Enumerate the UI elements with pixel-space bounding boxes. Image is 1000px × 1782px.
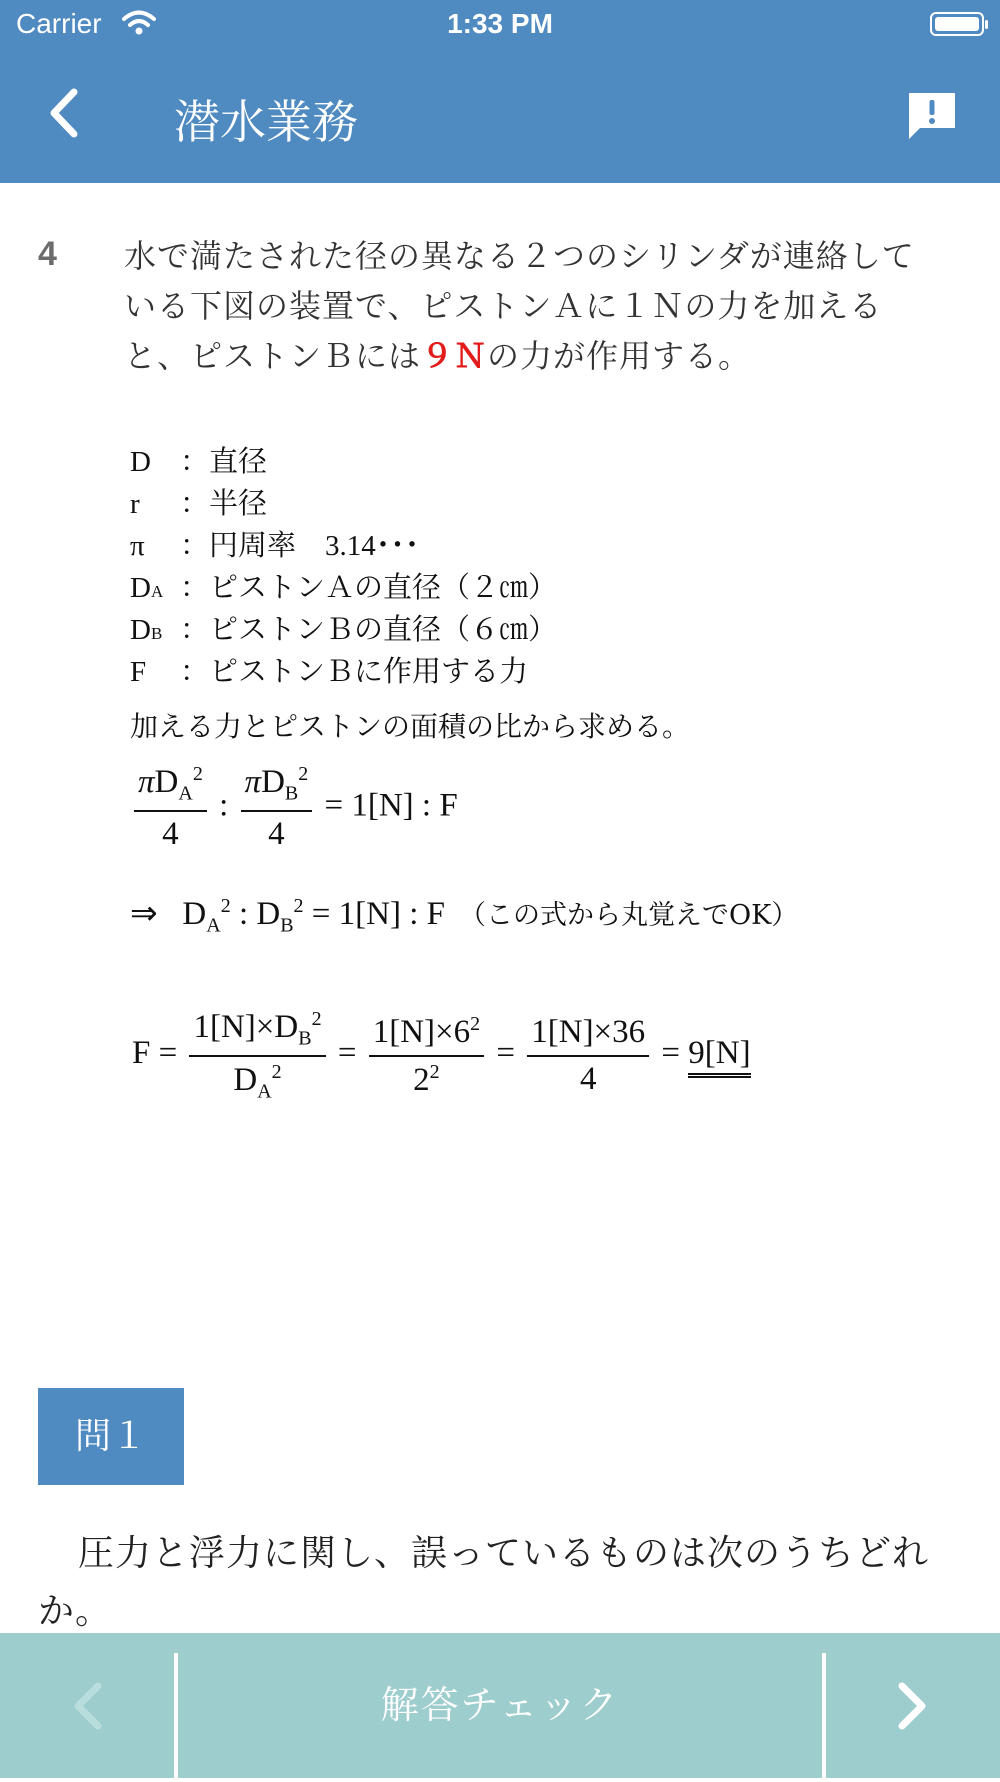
definition-row: DB ： ピストンＢの直径（６㎝） (130, 614, 558, 646)
definition-row: F ： ピストンＢに作用する力 (130, 656, 529, 688)
chevron-left-icon (0, 1633, 174, 1778)
question-number: 4 (38, 235, 57, 273)
question-text (124, 231, 944, 381)
status-time: 1:33 PM (447, 8, 553, 39)
figure-note: 加える力とピストンの面積の比から求める。 (130, 712, 691, 743)
definitions-list (130, 443, 557, 695)
definition-row: D ： 直径 (130, 446, 268, 478)
answer-highlight: ９Ｎ (421, 337, 488, 375)
question-text-before: 水で満たされた径の異なる２つのシリンダが連絡している下図の装置で、ピストンＡに１Ｎの力を加えると、ピストンＢには (124, 237, 915, 375)
carrier-label: Carrier (16, 8, 102, 39)
question-text-after: の力が作用する。 (487, 337, 752, 375)
chevron-right-icon (826, 1633, 1000, 1778)
question-badge: 問１ (38, 1388, 184, 1485)
top-bar (0, 0, 1000, 183)
page-title: 潜水業務 (174, 95, 358, 149)
definition-row: r ： 半径 (130, 488, 268, 520)
chevron-left-icon (42, 88, 92, 138)
status-bar (0, 0, 1000, 50)
equation-ratio: $\frac{\pi D_A^2}{4}$ : $\frac{\pi D_B^2}{4}$ = 1[N] : F (130, 763, 458, 853)
definition-row: π ： 円周率 3.14･･･ (130, 530, 420, 562)
nav-bar (0, 50, 1000, 183)
question-1-text: 圧力と浮力に関し、誤っているものは次のうちどれか。 (38, 1533, 930, 1632)
bottom-toolbar (0, 1633, 1000, 1778)
battery-icon (930, 12, 984, 36)
equation-simplified: ⇒ $D_A^2$ : $D_B^2 = 1[N]$ : F （この式から丸覚えでOK） (130, 895, 799, 937)
equation-note: （この式から丸覚えでOK） (458, 900, 799, 931)
report-button[interactable] (906, 90, 958, 142)
prev-button[interactable] (0, 1633, 174, 1778)
report-icon (906, 90, 958, 142)
answer-check-button[interactable]: 解答チェック (380, 1683, 620, 1727)
explanation-figure (130, 443, 799, 1103)
definition-row: DA ： ピストンＡの直径（２㎝） (130, 572, 558, 604)
back-button[interactable] (42, 88, 92, 138)
content-area[interactable] (0, 183, 1000, 1633)
equation-solution: F = $\frac{1[N]\times D_B^2}{D_A^2}$ = $\frac{1[N]\times 6^2}{2^2}$ = $\frac{1[N]\times 36}{4}$ = 9[N] (132, 1008, 751, 1103)
next-button[interactable] (826, 1633, 1000, 1778)
